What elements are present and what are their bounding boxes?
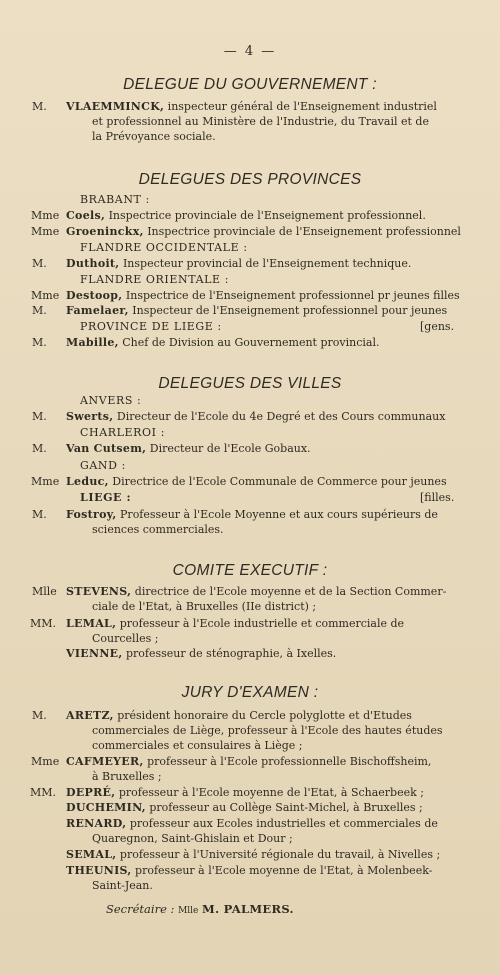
city-header: LIEGE : bbox=[80, 491, 132, 504]
entry-lemal: LEMAL, professeur à l'Ecole industrielle et commerciale de bbox=[66, 617, 405, 630]
entry-van-cutsem: Van Cutsem, Directeur de l'Ecole Gobaux. bbox=[66, 442, 311, 455]
entry-mabille: Mabille, Chef de Division au Gouvernement provincial. bbox=[66, 336, 380, 349]
prefix: M. bbox=[32, 410, 47, 423]
continuation: [filles. bbox=[420, 491, 455, 504]
continuation: [gens. bbox=[420, 320, 455, 333]
entry-stevens: STEVENS, directrice de l'Ecole moyenne et de la Section Commer- bbox=[66, 585, 447, 598]
entry-text: à Bruxelles ; bbox=[92, 770, 162, 783]
region-header: FLANDRE ORIENTALE : bbox=[80, 273, 230, 286]
city-header: ANVERS : bbox=[80, 394, 142, 407]
entry-cafmeyer: CAFMEYER, professeur à l'Ecole professionnelle Bischoffsheim, bbox=[66, 755, 432, 768]
prefix: Mlle bbox=[32, 585, 57, 598]
entry-duchemin: DUCHEMIN, professeur au Collège Saint-Michel, à Bruxelles ; bbox=[66, 801, 423, 814]
entry-theunis: THEUNIS, professeur à l'Ecole moyenne de l'Etat, à Molenbeek- bbox=[66, 864, 433, 877]
entry-vienne: VIENNE, professeur de sténographie, à Ixelles. bbox=[66, 647, 337, 660]
prefix: Mme bbox=[31, 475, 60, 488]
entry-aretz: ARETZ, président honoraire du Cercle polyglotte et d'Etudes bbox=[66, 709, 412, 722]
prefix: M. bbox=[32, 100, 47, 113]
prefix: Mme bbox=[31, 289, 60, 302]
entry-coels: Coels, Inspectrice provinciale de l'Enseignement professionnel. bbox=[66, 209, 426, 222]
entry-text: la Prévoyance sociale. bbox=[92, 130, 216, 143]
secretaire-line: Secrétaire : Mlle M. PALMERS. bbox=[106, 902, 294, 916]
entry-text: sciences commerciales. bbox=[92, 523, 224, 536]
section-title-provinces: DELEGUES DES PROVINCES bbox=[138, 171, 362, 188]
prefix: M. bbox=[32, 257, 47, 270]
section-title-comite: COMITE EXECUTIF : bbox=[172, 562, 328, 579]
city-header: GAND : bbox=[80, 459, 126, 472]
prefix: M. bbox=[32, 336, 47, 349]
entry-semal: SEMAL, professeur à l'Université régionale du travail, à Nivelles ; bbox=[66, 848, 441, 861]
prefix: Mme bbox=[31, 209, 60, 222]
entry-text: Courcelles ; bbox=[92, 632, 159, 645]
section-title-villes: DELEGUES DES VILLES bbox=[158, 375, 342, 392]
entry-text: et professionnel au Ministère de l'Industrie, du Travail et de bbox=[92, 115, 429, 128]
entry-renard: RENARD, professeur aux Ecoles industrielles et commerciales de bbox=[66, 817, 438, 830]
city-header: CHARLEROI : bbox=[80, 426, 166, 439]
prefix: MM. bbox=[30, 617, 57, 630]
prefix: MM. bbox=[30, 786, 57, 799]
prefix: M. bbox=[32, 442, 47, 455]
prefix: M. bbox=[32, 304, 47, 317]
entry-swerts: Swerts, Directeur de l'Ecole du 4e Degré et des Cours communaux bbox=[66, 410, 446, 423]
prefix: M. bbox=[32, 709, 47, 722]
entry-depre: DEPRÉ, professeur à l'Ecole moyenne de l'Etat, à Schaerbeek ; bbox=[66, 786, 424, 799]
entry-famelaer: Famelaer, Inspecteur de l'Enseignement professionnel pour jeunes bbox=[66, 304, 448, 317]
prefix: Mme bbox=[31, 225, 60, 238]
section-title-gouvernement: DELEGUE DU GOUVERNEMENT : bbox=[123, 76, 377, 93]
entry-text: Saint-Jean. bbox=[92, 879, 153, 892]
entry-text: commerciales de Liège, professeur à l'Ecole des hautes études bbox=[92, 724, 443, 737]
region-header: PROVINCE DE LIEGE : bbox=[80, 320, 222, 333]
prefix: M. bbox=[32, 508, 47, 521]
section-title-jury: JURY D'EXAMEN : bbox=[181, 684, 319, 701]
page-number: — 4 — bbox=[223, 44, 277, 59]
prefix: Mme bbox=[31, 755, 60, 768]
entry-text: Quaregnon, Saint-Ghislain et Dour ; bbox=[92, 832, 293, 845]
entry-vlaemminck: VLAEMMINCK, inspecteur général de l'Enseignement industriel bbox=[66, 100, 437, 113]
entry-fostroy: Fostroy, Professeur à l'Ecole Moyenne et aux cours supérieurs de bbox=[66, 508, 438, 521]
entry-duthoit: Duthoit, Inspecteur provincial de l'Enseignement technique. bbox=[66, 257, 412, 270]
entry-destoop: Destoop, Inspectrice de l'Enseignement professionnel pr jeunes filles bbox=[66, 289, 460, 302]
entry-text: ciale de l'Etat, à Bruxelles (IIe district) ; bbox=[92, 600, 317, 613]
entry-leduc: Leduc, Directrice de l'Ecole Communale de Commerce pour jeunes bbox=[66, 475, 447, 488]
region-header: FLANDRE OCCIDENTALE : bbox=[80, 241, 248, 254]
entry-text: commerciales et consulaires à Liège ; bbox=[92, 739, 303, 752]
region-header: BRABANT : bbox=[80, 193, 150, 206]
entry-groeninckx: Groeninckx, Inspectrice provinciale de l'Enseignement professionnel bbox=[66, 225, 461, 238]
